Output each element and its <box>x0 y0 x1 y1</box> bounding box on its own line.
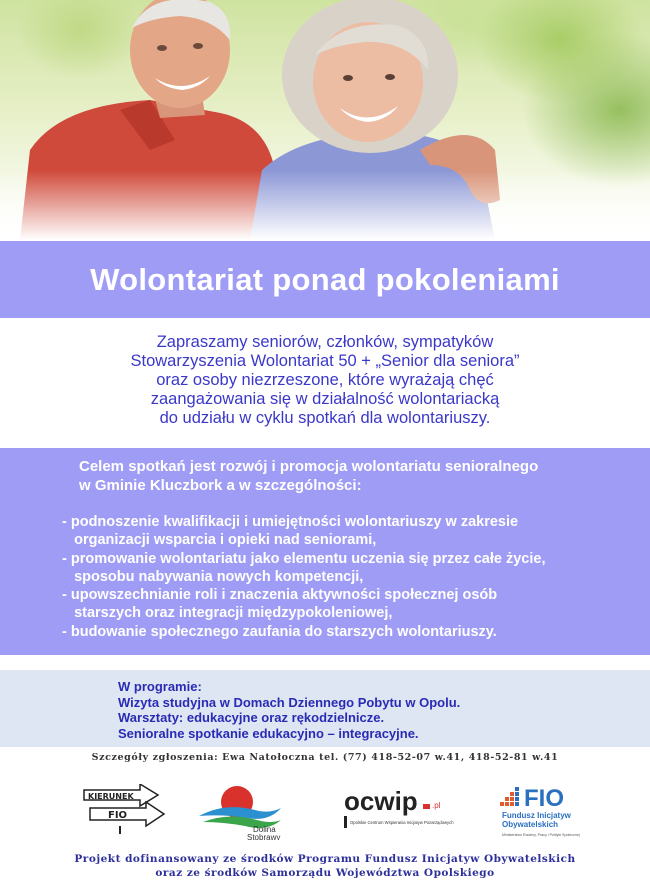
goals-list-item: - budowanie społecznego zaufania do starszych wolontariuszy. <box>62 623 497 640</box>
program-section <box>118 679 618 741</box>
dolina-text: Dolina <box>253 825 276 834</box>
stobrawy-text: Stobrawy <box>247 833 281 840</box>
kierunek-text: KIERUNEK <box>88 792 134 801</box>
goals-list-item: - podnoszenie kwalifikacji i umiejętności wolontariuszy w zakresie <box>62 514 519 530</box>
fio-line2: Obywatelskich <box>502 820 559 829</box>
kierunek-fio-text: FIO <box>108 810 128 821</box>
invitation-line: do udziału w cyklu spotkań dla wolontariuszy. <box>159 409 491 427</box>
ocwip-name: ocwip <box>344 786 418 816</box>
ocwip-logo <box>340 780 470 840</box>
funding-footer <box>0 852 650 880</box>
fio-caption: Ministerstwo Rodziny, Pracy i Polityki Społecznej <box>502 833 580 837</box>
ocwip-caption: Opolskie Centrum Wspierania Inicjatyw Pozarządowych <box>350 820 454 825</box>
goals-list-item: starszych oraz integracji międzypokoleniowej, <box>62 605 393 622</box>
invitation-line: Stowarzyszenia Wolontariat 50 + „Senior dla seniora” <box>130 352 520 370</box>
program-line: Senioralne spotkanie edukacyjno – integracyjne. <box>118 725 419 741</box>
ocwip-suffix: .pl <box>432 801 441 810</box>
goals-intro-line: w Gminie Kluczbork a w szczególności: <box>79 476 362 494</box>
footer-line: oraz ze środków Samorządu Województwa Opolskiego <box>155 867 495 879</box>
fio-logo <box>496 780 591 842</box>
goals-list-item: sposobu nabywania nowych kompetencji, <box>62 568 364 585</box>
contact-details: Szczegóły zgłoszenia: Ewa Natołoczna tel. (77) 418-52-07 w.41, 418-52-81 w.41 <box>91 752 559 763</box>
invitation-line: oraz osoby niezrzeszone, które wyrażają chęć <box>156 371 494 389</box>
goals-list-item: - upowszechnianie roli i znaczenia aktywności społecznej osób <box>62 587 498 604</box>
fio-line1: Fundusz Inicjatyw <box>502 811 571 820</box>
invitation-text <box>60 333 590 428</box>
kierunek-fio-logo <box>80 784 170 834</box>
fio-name: FIO <box>524 785 564 812</box>
program-line: Wizyta studyjna w Domach Dziennego Pobytu w Opolu. <box>118 694 461 710</box>
program-line: Warsztaty: edukacyjne oraz rękodzielnicze. <box>118 710 385 725</box>
hero-photo <box>0 0 650 240</box>
invitation-line: zaangażowania się w działalność wolontariacką <box>150 390 500 408</box>
goals-list-item: organizacji wsparcia i opieki nad seniorami, <box>62 532 377 549</box>
goals-intro <box>79 458 619 495</box>
footer-line: Projekt dofinansowany ze środków Programu Fundusz Inicjatyw Obywatelskich <box>74 853 576 865</box>
dolina-stobrawy-logo <box>195 782 285 840</box>
program-heading: W programie: <box>118 679 202 694</box>
goals-intro-line: Celem spotkań jest rozwój i promocja wolontariatu senioralnego <box>79 458 539 475</box>
page-title: Wolontariat ponad pokoleniami <box>90 262 560 297</box>
sponsor-logos <box>0 772 650 842</box>
goals-list <box>62 513 642 641</box>
invitation-line: Zapraszamy seniorów, członków, sympatyków <box>156 333 494 351</box>
goals-list-item: - promowanie wolontariatu jako elementu uczenia się przez całe życie, <box>62 550 546 567</box>
